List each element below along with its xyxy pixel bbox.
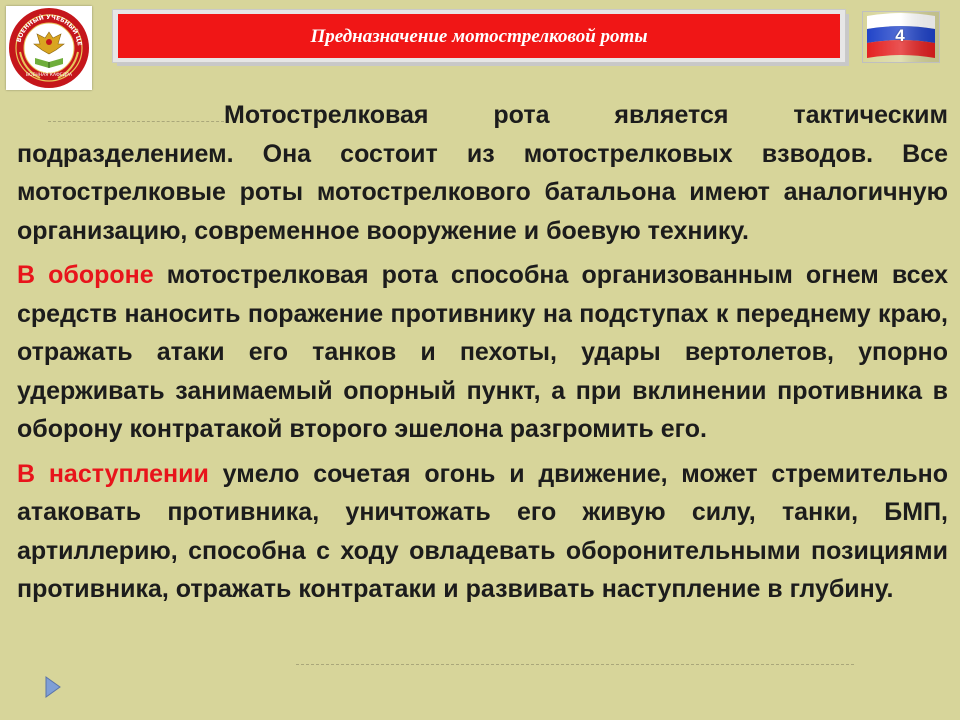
nav-arrow-icon[interactable] (44, 676, 62, 703)
title-bar (118, 14, 840, 58)
paragraph-offense: В наступлении умело сочетая огонь и движение, может стремительно атаковать противника, уничтожать его живую силу, танки, БМП, артиллерию, способна с ходу овладевать оборонительными позициями противника, отражать контратаки и развивать наступление в глубину. (17, 459, 948, 603)
slide-number: 4 (895, 26, 905, 45)
defense-highlight: В обороне (17, 261, 154, 289)
page-title: Предназначение мотострелковой роты (310, 26, 648, 47)
svg-text:ВОЕННАЯ КАФЕДРА: ВОЕННАЯ КАФЕДРА (25, 73, 73, 78)
divider-line (296, 664, 854, 665)
emblem-logo (6, 6, 92, 90)
paragraph-defense: В обороне мотострелковая рота способна организованным огнем всех средств наносить поражение противнику на подступах к переднему краю, отражать атаки его танков и пехоты, удары вертолетов, упорно удерживать занимаемый опорный пункт, а при вклинении противника в оборону контратакой второго эшелона разгромить его. (17, 261, 948, 443)
body-text (17, 96, 948, 615)
paragraph-intro: Мотострелковая рота является тактическим подразделением. Она состоит из мотострелковых взводов. Все мотострелковые роты мотострелкового батальона имеют аналогичную организацию, современное вооружение и боевую технику. (17, 101, 948, 245)
svg-text:ВОЕННЫЙ УЧЕБНЫЙ ЦЕНТР: ВОЕННЫЙ УЧЕБНЫЙ ЦЕ (15, 13, 83, 47)
offense-highlight: В наступлении (17, 459, 209, 488)
